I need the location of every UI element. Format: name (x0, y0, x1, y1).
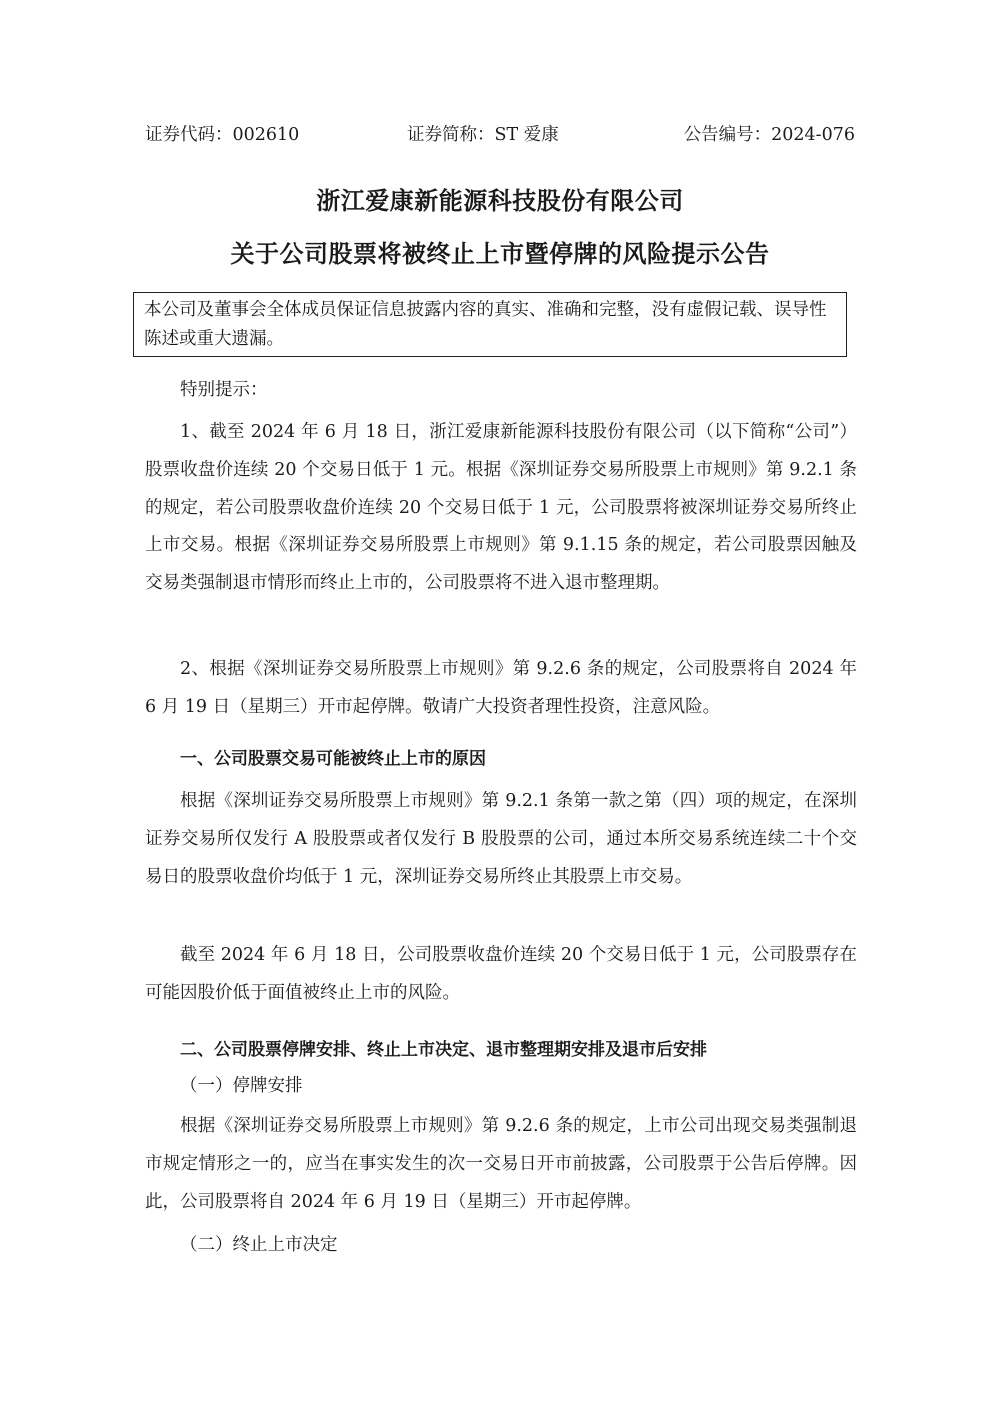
section-1-paragraph-2: 截至 2024 年 6 月 18 日，公司股票收盘价连续 20 个交易日低于 1 元，公司股票存在可能因股价低于面值被终止上市的风险。 (145, 945, 857, 1003)
section-2-sub-2: （二）终止上市决定 (180, 1235, 338, 1255)
announcement-number: 公告编号：2024-076 (683, 125, 855, 145)
board-statement-box: 本公司及董事会全体成员保证信息披露内容的真实、准确和完整，没有虚假记载、误导性陈述或重大遗漏。 (133, 292, 847, 357)
special-notice-label: 特别提示： (180, 380, 268, 400)
section-2-sub-1: （一）停牌安排 (180, 1076, 303, 1096)
section-2-sub-1-paragraph: 根据《深圳证券交易所股票上市规则》第 9.2.6 条的规定，上市公司出现交易类强制退市规定情形之一的，应当在事实发生的次一交易日开市前披露，公司股票于公告后停牌。因此，公司股票将自 2024 年 6 月 19 日（星期三）开市起停牌。 (145, 1116, 857, 1212)
special-notice-item-1: 1、截至 2024 年 6 月 18 日，浙江爱康新能源科技股份有限公司（以下简称“公司”）股票收盘价连续 20 个交易日低于 1 元。根据《深圳证券交易所股票上市规则》第 9.2.1 条的规定，若公司股票收盘价连续 20 个交易日低于 1 元，公司股票将被深圳证券交易所终止上市交易。根据《深圳证券交易所股票上市规则》第 9.1.15 条的规定，若公司股票因触及交易类强制退市情形而终止上市的，公司股票将不进入退市整理期。 (145, 422, 857, 594)
document-header (145, 122, 855, 148)
company-title: 浙江爱康新能源科技股份有限公司 (316, 187, 684, 215)
section-1-paragraph-1: 根据《深圳证券交易所股票上市规则》第 9.2.1 条第一款之第（四）项的规定，在深圳证券交易所仅发行 A 股股票或者仅发行 B 股股票的公司，通过本所交易系统连续二十个交易日的股票收盘价均低于 1 元，深圳证券交易所终止其股票上市交易。 (145, 791, 857, 887)
stock-short-name: 证券简称：ST 爱康 (407, 125, 559, 145)
special-notice-item-2: 2、根据《深圳证券交易所股票上市规则》第 9.2.6 条的规定，公司股票将自 2024 年 6 月 19 日（星期三）开市起停牌。敬请广大投资者理性投资，注意风险。 (145, 659, 857, 717)
section-1-heading: 一、公司股票交易可能被终止上市的原因 (180, 749, 486, 769)
stock-code: 证券代码：002610 (145, 125, 300, 145)
section-2-heading: 二、公司股票停牌安排、终止上市决定、退市整理期安排及退市后安排 (180, 1040, 707, 1060)
announcement-title: 关于公司股票将被终止上市暨停牌的风险提示公告 (230, 240, 770, 268)
